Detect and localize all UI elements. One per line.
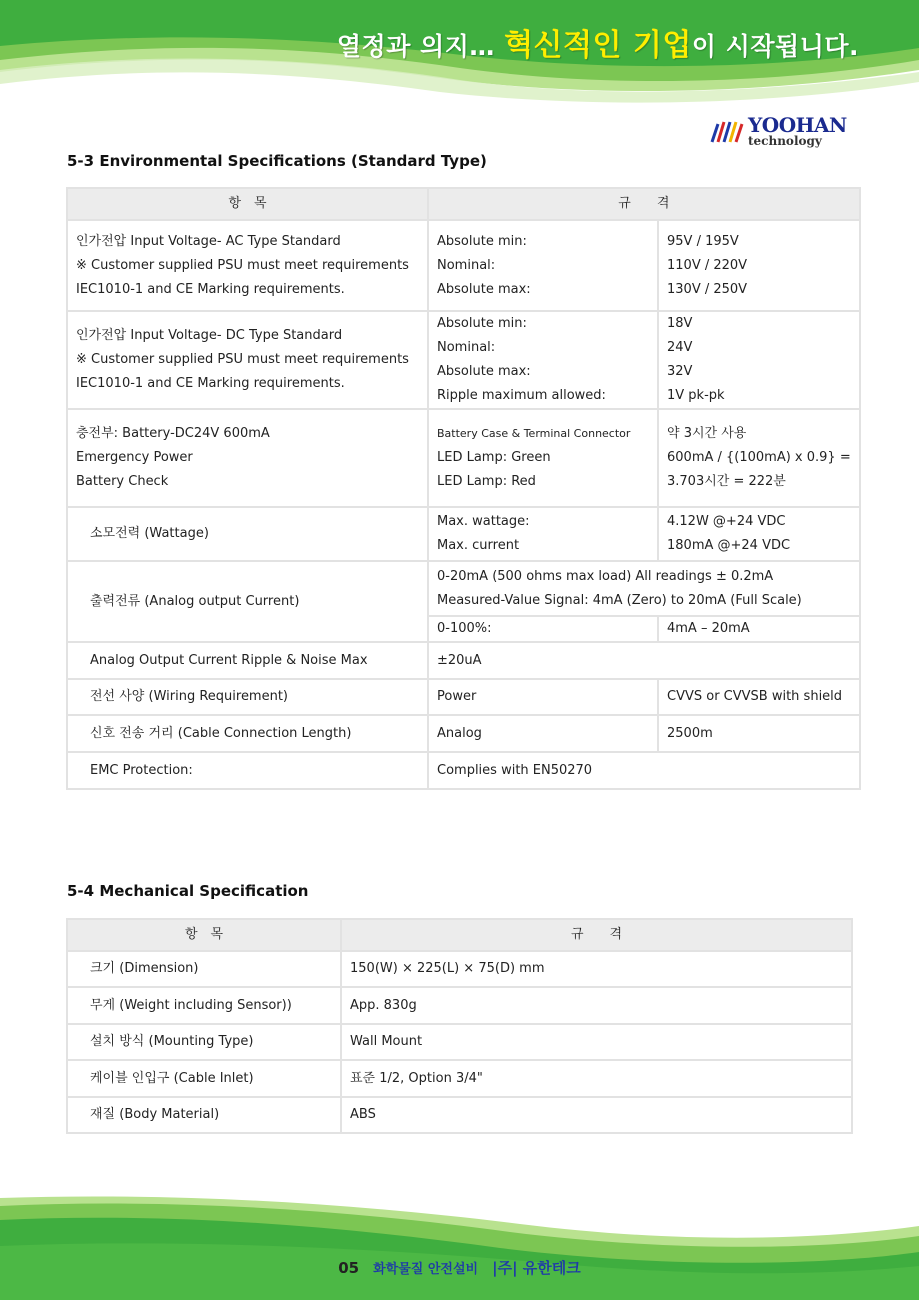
table-row (67, 951, 852, 987)
analog-range-value: 4mA – 20mA (658, 616, 860, 642)
table-row-ac-voltage (67, 220, 860, 311)
section-title-environmental: 5-3 Environmental Specifications (Standard Type) (67, 152, 487, 170)
ac-label: Absolute min: (437, 233, 527, 249)
wattage-value: 180mA @+24 VDC (667, 538, 791, 553)
cable-label-cell: Analog (428, 715, 658, 752)
dc-value: 18V (667, 316, 693, 331)
dc-label-cell (428, 311, 658, 409)
dc-item-line: IEC1010-1 and CE Marking requirements. (76, 376, 345, 391)
battery-item-cell (67, 409, 428, 507)
cable-value-cell: 2500m (658, 715, 860, 752)
footer-banner (0, 1190, 919, 1300)
wattage-label-cell (428, 507, 658, 561)
battery-item-line: 충전부: Battery-DC24V 600mA (76, 426, 270, 441)
battery-label: Battery Case & Terminal Connector (437, 427, 631, 440)
mech-value-cell: 150(W) × 225(L) × 75(D) mm (341, 951, 852, 987)
column-header-spec: 규 격 (341, 919, 852, 951)
table-row-battery (67, 409, 860, 507)
mech-item-cell: 재질 (Body Material) (67, 1097, 341, 1133)
table-header-row (67, 919, 852, 951)
slogan-highlight: 혁신적인 기업 (504, 28, 692, 63)
table-row-ripple (67, 642, 860, 679)
dc-item-line: 인가전압 Input Voltage- DC Type Standard (76, 328, 343, 343)
table-row (67, 1060, 852, 1097)
ac-label-cell (428, 220, 658, 311)
table-row-emc (67, 752, 860, 789)
mech-value-cell: Wall Mount (341, 1024, 852, 1060)
wattage-label: Max. wattage: (437, 514, 530, 529)
wiring-label-cell: Power (428, 679, 658, 715)
battery-label: LED Lamp: Red (437, 474, 536, 489)
footer-text (0, 1257, 919, 1278)
ripple-value-cell: ±20uA (428, 642, 860, 679)
battery-value: 600mA / {(100mA) x 0.9} = (667, 450, 851, 465)
table-row-cable-length (67, 715, 860, 752)
wattage-value: 4.12W @+24 VDC (667, 514, 786, 529)
table-row (67, 1024, 852, 1060)
emc-item-cell: EMC Protection: (67, 752, 428, 789)
footer-company: |주| 유한테크 (492, 1259, 581, 1277)
ripple-item-cell: Analog Output Current Ripple & Noise Max (67, 642, 428, 679)
dc-label: Absolute max: (437, 364, 531, 379)
logo-stripes-icon (708, 116, 744, 146)
table-row-wattage (67, 507, 860, 561)
mech-value-cell: 표준 1/2, Option 3/4" (341, 1060, 852, 1097)
wattage-item-cell: 소모전력 (Wattage) (67, 507, 428, 561)
mech-item-cell: 설치 방식 (Mounting Type) (67, 1024, 341, 1060)
dc-value-cell (658, 311, 860, 409)
slogan-pre: 열정과 의지… (336, 32, 505, 61)
analog-desc-line: 0-20mA (500 ohms max load) All readings ± 0.2mA (437, 568, 774, 584)
ac-value: 130V / 250V (667, 281, 748, 297)
table-row-analog-output (67, 561, 860, 616)
battery-value: 3.703시간 = 222분 (667, 474, 786, 489)
dc-value: 32V (667, 364, 693, 379)
ac-label: Absolute max: (437, 281, 531, 297)
table-row-wiring (67, 679, 860, 715)
analog-item-cell: 출력전류 (Analog output Current) (67, 561, 428, 642)
mech-item-cell: 크기 (Dimension) (67, 951, 341, 987)
ac-item-line: ※ Customer supplied PSU must meet requirements (76, 257, 409, 273)
battery-item-line: Emergency Power (76, 450, 193, 465)
environmental-spec-table (66, 187, 861, 790)
mech-item-cell: 케이블 인입구 (Cable Inlet) (67, 1060, 341, 1097)
logo-name: YOOHAN (748, 113, 847, 137)
mech-value-cell: App. 830g (341, 987, 852, 1024)
ac-item-line: 인가전압 Input Voltage- AC Type Standard (76, 233, 341, 249)
wattage-label: Max. current (437, 538, 520, 553)
table-row (67, 1097, 852, 1133)
battery-label-cell (428, 409, 658, 507)
company-logo (708, 114, 858, 150)
slogan-post: 이 시작됩니다. (691, 32, 859, 61)
analog-desc-line: Measured-Value Signal: 4mA (Zero) to 20mA (Full Scale) (437, 592, 802, 608)
dc-value: 1V pk-pk (667, 388, 725, 403)
ac-item-line: IEC1010-1 and CE Marking requirements. (76, 281, 345, 297)
column-header-spec: 규 격 (428, 188, 860, 220)
dc-value: 24V (667, 340, 693, 355)
analog-desc-cell (428, 561, 860, 616)
wiring-value-cell: CVVS or CVVSB with shield (658, 679, 860, 715)
column-header-item: 항 목 (67, 188, 428, 220)
dc-item-cell (67, 311, 428, 409)
wattage-value-cell (658, 507, 860, 561)
header-slogan (337, 20, 859, 64)
table-header-row (67, 188, 860, 220)
dc-label: Absolute min: (437, 316, 527, 331)
emc-value-cell: Complies with EN50270 (428, 752, 860, 789)
mech-item-cell: 무게 (Weight including Sensor)) (67, 987, 341, 1024)
table-row (67, 987, 852, 1024)
logo-subtitle: technology (748, 134, 822, 148)
analog-range-label: 0-100%: (428, 616, 658, 642)
table-row-dc-voltage (67, 311, 860, 409)
ac-item-cell (67, 220, 428, 311)
battery-label: LED Lamp: Green (437, 450, 551, 465)
section-title-mechanical: 5-4 Mechanical Specification (67, 882, 309, 900)
ac-value: 110V / 220V (667, 257, 748, 273)
dc-label: Ripple maximum allowed: (437, 388, 606, 403)
ac-label: Nominal: (437, 257, 496, 273)
dc-label: Nominal: (437, 340, 496, 355)
column-header-item: 항 목 (67, 919, 341, 951)
page-number: 05 (338, 1259, 360, 1277)
ac-value-cell (658, 220, 860, 311)
battery-value: 약 3시간 사용 (667, 426, 747, 441)
mech-value-cell: ABS (341, 1097, 852, 1133)
mechanical-spec-table (66, 918, 853, 1134)
ac-value: 95V / 195V (667, 233, 739, 249)
battery-value-cell (658, 409, 860, 507)
dc-item-line: ※ Customer supplied PSU must meet requirements (76, 352, 409, 367)
battery-item-line: Battery Check (76, 474, 169, 489)
footer-title: 화학물질 안전설비 (373, 1262, 479, 1277)
cable-item-cell: 신호 전송 거리 (Cable Connection Length) (67, 715, 428, 752)
wiring-item-cell: 전선 사양 (Wiring Requirement) (67, 679, 428, 715)
